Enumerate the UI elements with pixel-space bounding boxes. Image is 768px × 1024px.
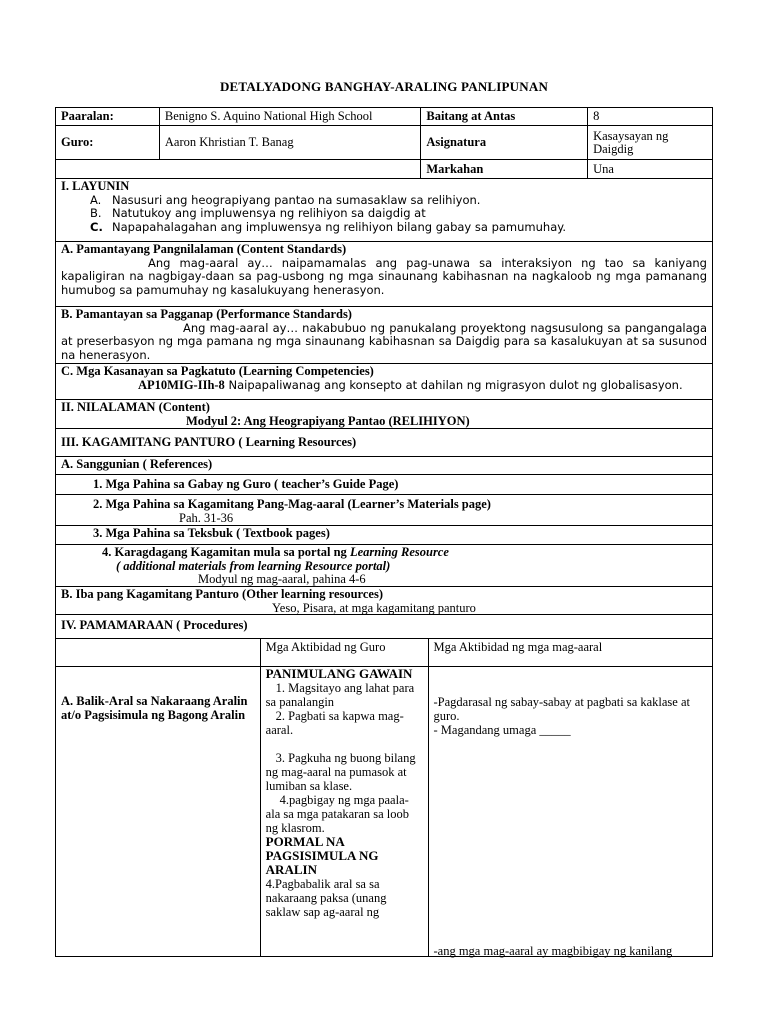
student-activities-header: Mga Aktibidad ng mga mag-aaral <box>428 639 713 666</box>
teacher-step-2: 2. Pagbati sa kapwa mag-aaral. <box>265 708 404 737</box>
portal-italic: Learning Resource <box>349 545 449 559</box>
empty-cell <box>159 160 420 179</box>
header-table <box>55 107 713 179</box>
quarter-value: Una <box>588 160 713 179</box>
resources-heading-row <box>55 429 713 457</box>
other-resources-heading: B. Iba pang Kagamitang Panturo (Other learning resources) <box>61 587 384 601</box>
teacher-step-3: 3. Pagkuha ng buong bilang ng mag-aaral na pumasok at lumiban sa klase. <box>265 750 416 793</box>
procedures-heading: IV. PAMAMARAAN ( Procedures) <box>61 618 248 632</box>
spacer <box>266 737 423 751</box>
teacher-label: Guro: <box>56 126 160 160</box>
textbook-label: 3. Mga Pahina sa Teksbuk ( Textbook pages) <box>93 526 330 540</box>
textbook-row <box>55 526 713 545</box>
opening-activities-heading: PANIMULANG GAWAIN <box>265 665 413 681</box>
lm-label: 2. Mga Pahina sa Kagamitang Pang-Mag-aaral (Learner’s Materials page) <box>93 497 491 511</box>
competency-code: AP10MIG-IIh-8 <box>138 377 225 392</box>
procedures-heading-row <box>55 615 713 639</box>
other-resources-row <box>55 587 713 615</box>
portal-prefix: 4. Karagdagang Kagamitan mula sa portal ng <box>102 545 350 559</box>
subject-value <box>588 126 713 160</box>
review-step-label: A. Balik-Aral sa Nakaraang Aralin at/o Pagsisimula ng Bagong Aralin <box>61 693 248 722</box>
content-standards-text: Ang mag-aaral ay… naipamamalas ang pag-unawa sa interaksiyon ng tao sa kaniyang kapaligiran na nagbigay-daan sa pag-usbong ng mga sinaunang kabihasnan na nagkaloob ng mga pamanang humubog sa pamumuhay ng kasalukuyang henerasyon. <box>61 255 707 297</box>
lm-pages: Pah. 31-36 <box>179 510 234 525</box>
content-section <box>55 400 713 429</box>
subject-line-1: Kasaysayan ng <box>593 128 669 143</box>
guide-row <box>55 475 713 495</box>
portal-value: Modyul ng mag-aaral, pahina 4-6 <box>198 572 366 586</box>
student-review: -ang mga mag-aaral ay magbibigay ng kanilang <box>433 943 673 958</box>
subject-line-2: Daigdig <box>593 141 634 156</box>
procedure-label-spacer <box>61 680 255 694</box>
quarter-label: Markahan <box>421 160 588 179</box>
portal-row <box>55 545 713 587</box>
content-standards-section <box>55 242 713 307</box>
teacher-step-5: 4.Pagbabalik aral sa sa nakaraang paksa (unang saklaw sap ag-aaral ng <box>265 876 387 919</box>
objective-item <box>61 194 707 208</box>
objective-item <box>61 221 707 235</box>
school-label: Paaralan: <box>56 108 160 126</box>
lesson-plan-form <box>55 107 713 957</box>
empty-cell <box>56 160 160 179</box>
objectives-section <box>55 179 713 242</box>
teacher-activities <box>260 666 428 956</box>
subject-label: Asignatura <box>421 126 588 160</box>
competency-text: Naipapaliwanag ang konsepto at dahilan ng migrasyon dulot ng globalisasyon. <box>224 377 683 392</box>
content-heading: II. NILALAMAN (Content) <box>61 400 210 414</box>
performance-standards-section <box>55 307 713 364</box>
module-title: Modyul 2: Ang Heograpiyang Pantao (RELIHIYON) <box>186 413 470 428</box>
competency-line <box>61 379 707 393</box>
portal-sub: ( additional materials from learning Resource portal) <box>116 558 391 573</box>
document-title: DETALYADONG BANGHAY-ARALING PANLIPUNAN <box>219 79 549 94</box>
objectives-list <box>61 194 707 235</box>
competencies-section <box>55 364 713 400</box>
objective-text: Nasusuri ang heograpiyang pantao na sumasaklaw sa relihiyon. <box>112 192 481 207</box>
objective-marker: A. <box>90 192 102 207</box>
procedures-table <box>55 639 713 957</box>
lm-row <box>55 495 713 526</box>
teacher-step-4: 4.pagbigay ng mga paala-ala sa mga patakaran sa loob ng klasrom. <box>265 792 410 835</box>
objective-item <box>61 207 707 221</box>
objective-text: Napapahalagahan ang impluwensya ng relihiyon bilang gabay sa pamumuhay. <box>112 219 567 234</box>
student-greeting: - Magandang umaga _____ <box>433 722 571 737</box>
competencies-heading: C. Mga Kasanayan sa Pagkatuto (Learning Competencies) <box>61 364 374 378</box>
grade-label: Baitang at Antas <box>421 108 588 126</box>
other-resources-value: Yeso, Pisara, at mga kagamitang panturo <box>272 600 476 615</box>
empty-cell <box>56 639 261 666</box>
portal-label <box>61 546 707 560</box>
objective-text: Natutukoy ang impluwensya ng relihiyon sa daigdig at <box>112 206 426 220</box>
spacer <box>434 667 708 695</box>
objective-marker: B. <box>90 206 102 220</box>
resources-heading: III. KAGAMITANG PANTURO ( Learning Resources) <box>61 435 357 449</box>
teacher-activities-header: Mga Aktibidad ng Guro <box>260 639 428 666</box>
student-activities <box>428 666 713 956</box>
references-heading: A. Sanggunian ( References) <box>61 457 213 471</box>
references-row <box>55 457 713 475</box>
objective-marker: C. <box>90 219 103 234</box>
procedure-row-label <box>56 666 261 956</box>
teacher-value: Aaron Khristian T. Banag <box>159 126 420 160</box>
guide-label: 1. Mga Pahina sa Gabay ng Guro ( teacher’s Guide Page) <box>93 477 399 491</box>
school-value: Benigno S. Aquino National High School <box>159 108 420 126</box>
grade-value: 8 <box>588 108 713 126</box>
objectives-heading: I. LAYUNIN <box>61 179 130 193</box>
formal-start-heading: PORMAL NA PAGSISIMULA NG ARALIN <box>265 833 379 877</box>
performance-standards-text: Ang mag-aaral ay… nakabubuo ng panukalang proyektong nagsusulong sa pangangalaga at preserbasyon ng mga pamana ng mga sinaunang kabihasnan sa Daigdig para sa kasalukuyan at sa susunod na henerasyon. <box>61 320 707 362</box>
performance-standards-heading: B. Pamantayan sa Pagganap (Performance Standards) <box>61 307 352 321</box>
content-standards-heading: A. Pamantayang Pangnilalaman (Content Standards) <box>61 242 347 256</box>
teacher-step-1: 1. Magsitayo ang lahat para sa panalangin <box>265 680 415 709</box>
student-prayer: -Pagdarasal ng sabay-sabay at pagbati sa kaklase at guro. <box>433 694 690 723</box>
